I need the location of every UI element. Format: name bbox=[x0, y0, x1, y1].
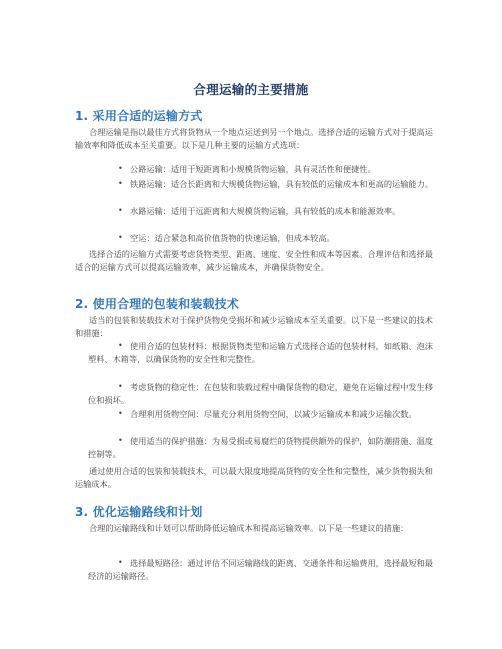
list-item: • 铁路运输：适合长距离和大规模货物运输，具有较低的运输成本和更高的运输能力。 bbox=[118, 179, 433, 189]
section-2-outro: 通过使用合适的包装和装载技术，可以最大限度地提高货物的安全性和完整性，减少货物损失和运输成本。 bbox=[75, 466, 433, 489]
bullet-icon: • bbox=[118, 558, 123, 567]
bullet-icon: • bbox=[118, 409, 123, 418]
section-2-intro: 适当的包装和装载技术对于保护货物免受损坏和减少运输成本至关重要。以下是一些建议的技术和措施： bbox=[75, 315, 433, 338]
section-heading-3: 3. 优化运输路线和计划 bbox=[75, 505, 203, 519]
bullet-icon: • bbox=[118, 206, 123, 215]
section-1-intro: 合理运输是指以最佳方式将货物从一个地点运送到另一个地点。选择合适的运输方式对于提高运输效率和降低成本至关重要。以下是几种主要的运输方式选项： bbox=[75, 127, 433, 150]
list-item: • 空运：适合紧急和高价值货物的快速运输，但成本较高。 bbox=[118, 233, 335, 243]
bullet-icon: • bbox=[118, 233, 123, 242]
list-item: • 水路运输：适用于远距离和大规模货物运输，具有较低的成本和能源效率。 bbox=[118, 206, 401, 216]
bullet-icon: • bbox=[118, 382, 123, 391]
list-item: • 考虑货物的稳定性：在包装和装载过程中确保货物的稳定，避免在运输过程中发生移位和损坏。 bbox=[88, 382, 433, 405]
list-item: • 合理利用货物空间：尽量充分利用货物空间，以减少运输成本和减少运输次数。 bbox=[118, 409, 417, 419]
section-1-outro: 选择合适的运输方式需要考虑货物类型、距离、速度、安全性和成本等因素。合理评估和选择最适合的运输方式可以提高运输效率，减少运输成本，并确保货物安全。 bbox=[75, 249, 433, 272]
section-3-intro: 合理的运输路线和计划可以帮助降低运输成本和提高运输效率。以下是一些建议的措施： bbox=[89, 523, 409, 533]
list-item: • 使用适当的保护措施：为易受损或易腐烂的货物提供额外的保护，如防潮措施、温度控制等。 bbox=[88, 436, 433, 459]
section-heading-1: 1. 采用合适的运输方式 bbox=[75, 109, 203, 123]
section-heading-2: 2. 使用合理的包装和装载技术 bbox=[75, 297, 240, 311]
list-item: • 公路运输：适用于短距离和小规模货物运输，具有灵活性和便捷性。 bbox=[118, 164, 376, 174]
bullet-icon: • bbox=[118, 341, 123, 350]
bullet-icon: • bbox=[118, 164, 123, 173]
list-item: • 选择最短路径：通过评估不同运输路线的距离、交通条件和运输费用，选择最短和最经济的运输路径。 bbox=[88, 558, 433, 581]
list-item: • 使用合适的包装材料：根据货物类型和运输方式选择合适的包装材料，如纸箱、泡沫塑料、木箱等，以确保货物的安全性和完整性。 bbox=[88, 341, 433, 364]
document-title: 合理运输的主要措施 bbox=[193, 82, 309, 97]
bullet-icon: • bbox=[118, 436, 123, 445]
bullet-icon: • bbox=[118, 179, 123, 188]
